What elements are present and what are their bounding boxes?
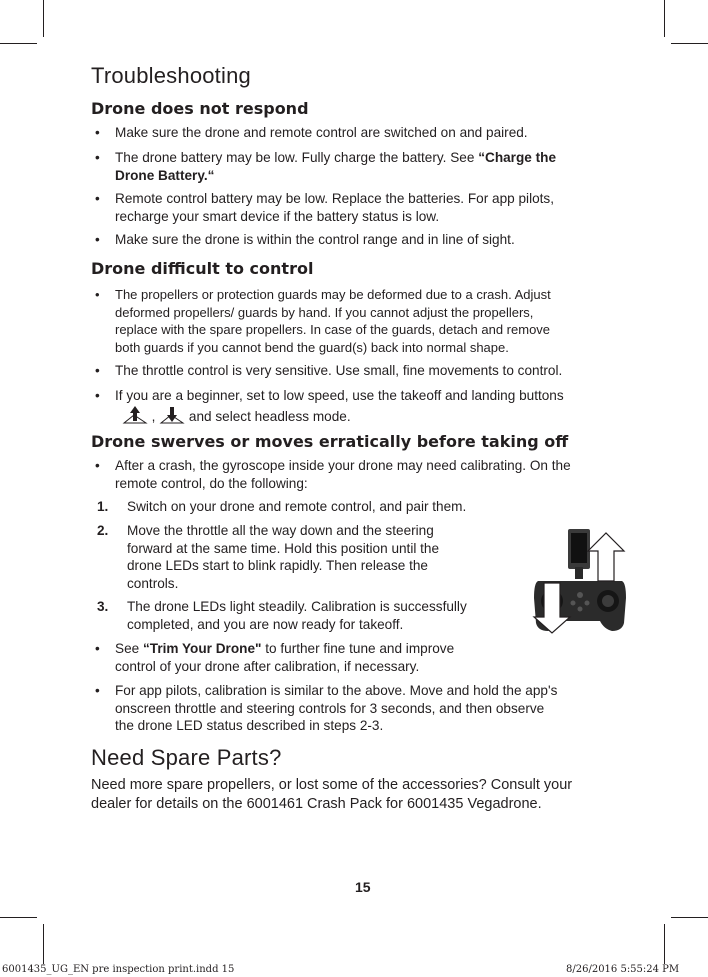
bullet-item: • For app pilots, calibration is similar to the above. Move and hold the app's onscreen throttle and steering controls for 3 seconds, and then observe the drone LED status described in steps 2-3. [95,683,558,733]
file-slug: 6001435_UG_EN pre inspection print.indd 15 [2,964,235,975]
section-heading-swerves: Drone swerves or moves erratically before taking off [91,432,569,451]
spare-parts-paragraph: Need more spare propellers, or lost some of the accessories? Consult your dealer for details on the 6001461 Crash Pack for 6001435 Vegadrone. [91,777,573,812]
bullet-item: • Make sure the drone and remote control are switched on and paired. [95,125,528,140]
remote-control-illustration [530,523,630,635]
bullet-item: • If you are a beginner, set to low speed, use the takeoff and landing buttons , and select headless mode. [115,386,645,430]
section-heading-spare-parts: Need Spare Parts? [91,745,282,770]
crop-mark [671,43,708,44]
crop-mark [0,43,37,44]
bullet-item: • The drone battery may be low. Fully charge the battery. See “Charge the Drone Battery.“ [95,150,557,183]
timestamp-slug: 8/26/2016 5:55:24 PM [566,964,680,975]
numbered-step: 3. The drone LEDs light steadily. Calibration is successfully completed, and you are now ready for takeoff. [97,599,467,632]
section-heading-no-response: Drone does not respond [91,99,309,118]
takeoff-button-icon [122,405,148,430]
section-heading-difficult-control: Drone difficult to control [91,259,314,278]
bullet-item: • After a crash, the gyroscope inside your drone may need calibrating. On the remote control, do the following: [95,458,571,491]
bullet-item: • See “Trim Your Drone" to further fine tune and improve control of your drone after calibration, if necessary. [95,641,455,674]
crop-mark [43,0,44,37]
crop-mark [664,0,665,37]
landing-button-icon [159,405,185,430]
crop-mark [0,917,37,918]
bullet-item: • The propellers or protection guards may be deformed due to a crash. Adjust deformed propellers/ guards by hand. If you cannot adjust the propellers, replace with the spare propellers. In case of the guards, detach and remove both guards if you cannot bend the guard(s) back into normal shape. [95,287,551,355]
cross-reference: “Trim Your Drone" [142,641,262,656]
numbered-step: 1. Switch on your drone and remote control, and pair them. [97,499,467,514]
numbered-step: 2. Move the throttle all the way down and the steering forward at the same time. Hold this position until the drone LEDs start to blink rapidly. Then release the controls. [97,523,440,591]
crop-mark [671,917,708,918]
crop-mark [43,924,44,964]
crop-mark [664,924,665,964]
page-title: Troubleshooting [91,63,251,88]
cross-reference: “Charge the [478,150,557,165]
bullet-item: • Remote control battery may be low. Replace the batteries. For app pilots, recharge your smart device if the battery status is low. [95,191,554,224]
cross-reference: Drone Battery.“ [115,167,215,183]
bullet-item: • Make sure the drone is within the control range and in line of sight. [95,232,515,247]
page-number: 15 [355,879,371,895]
bullet-item: • The throttle control is very sensitive. Use small, fine movements to control. [95,363,563,378]
